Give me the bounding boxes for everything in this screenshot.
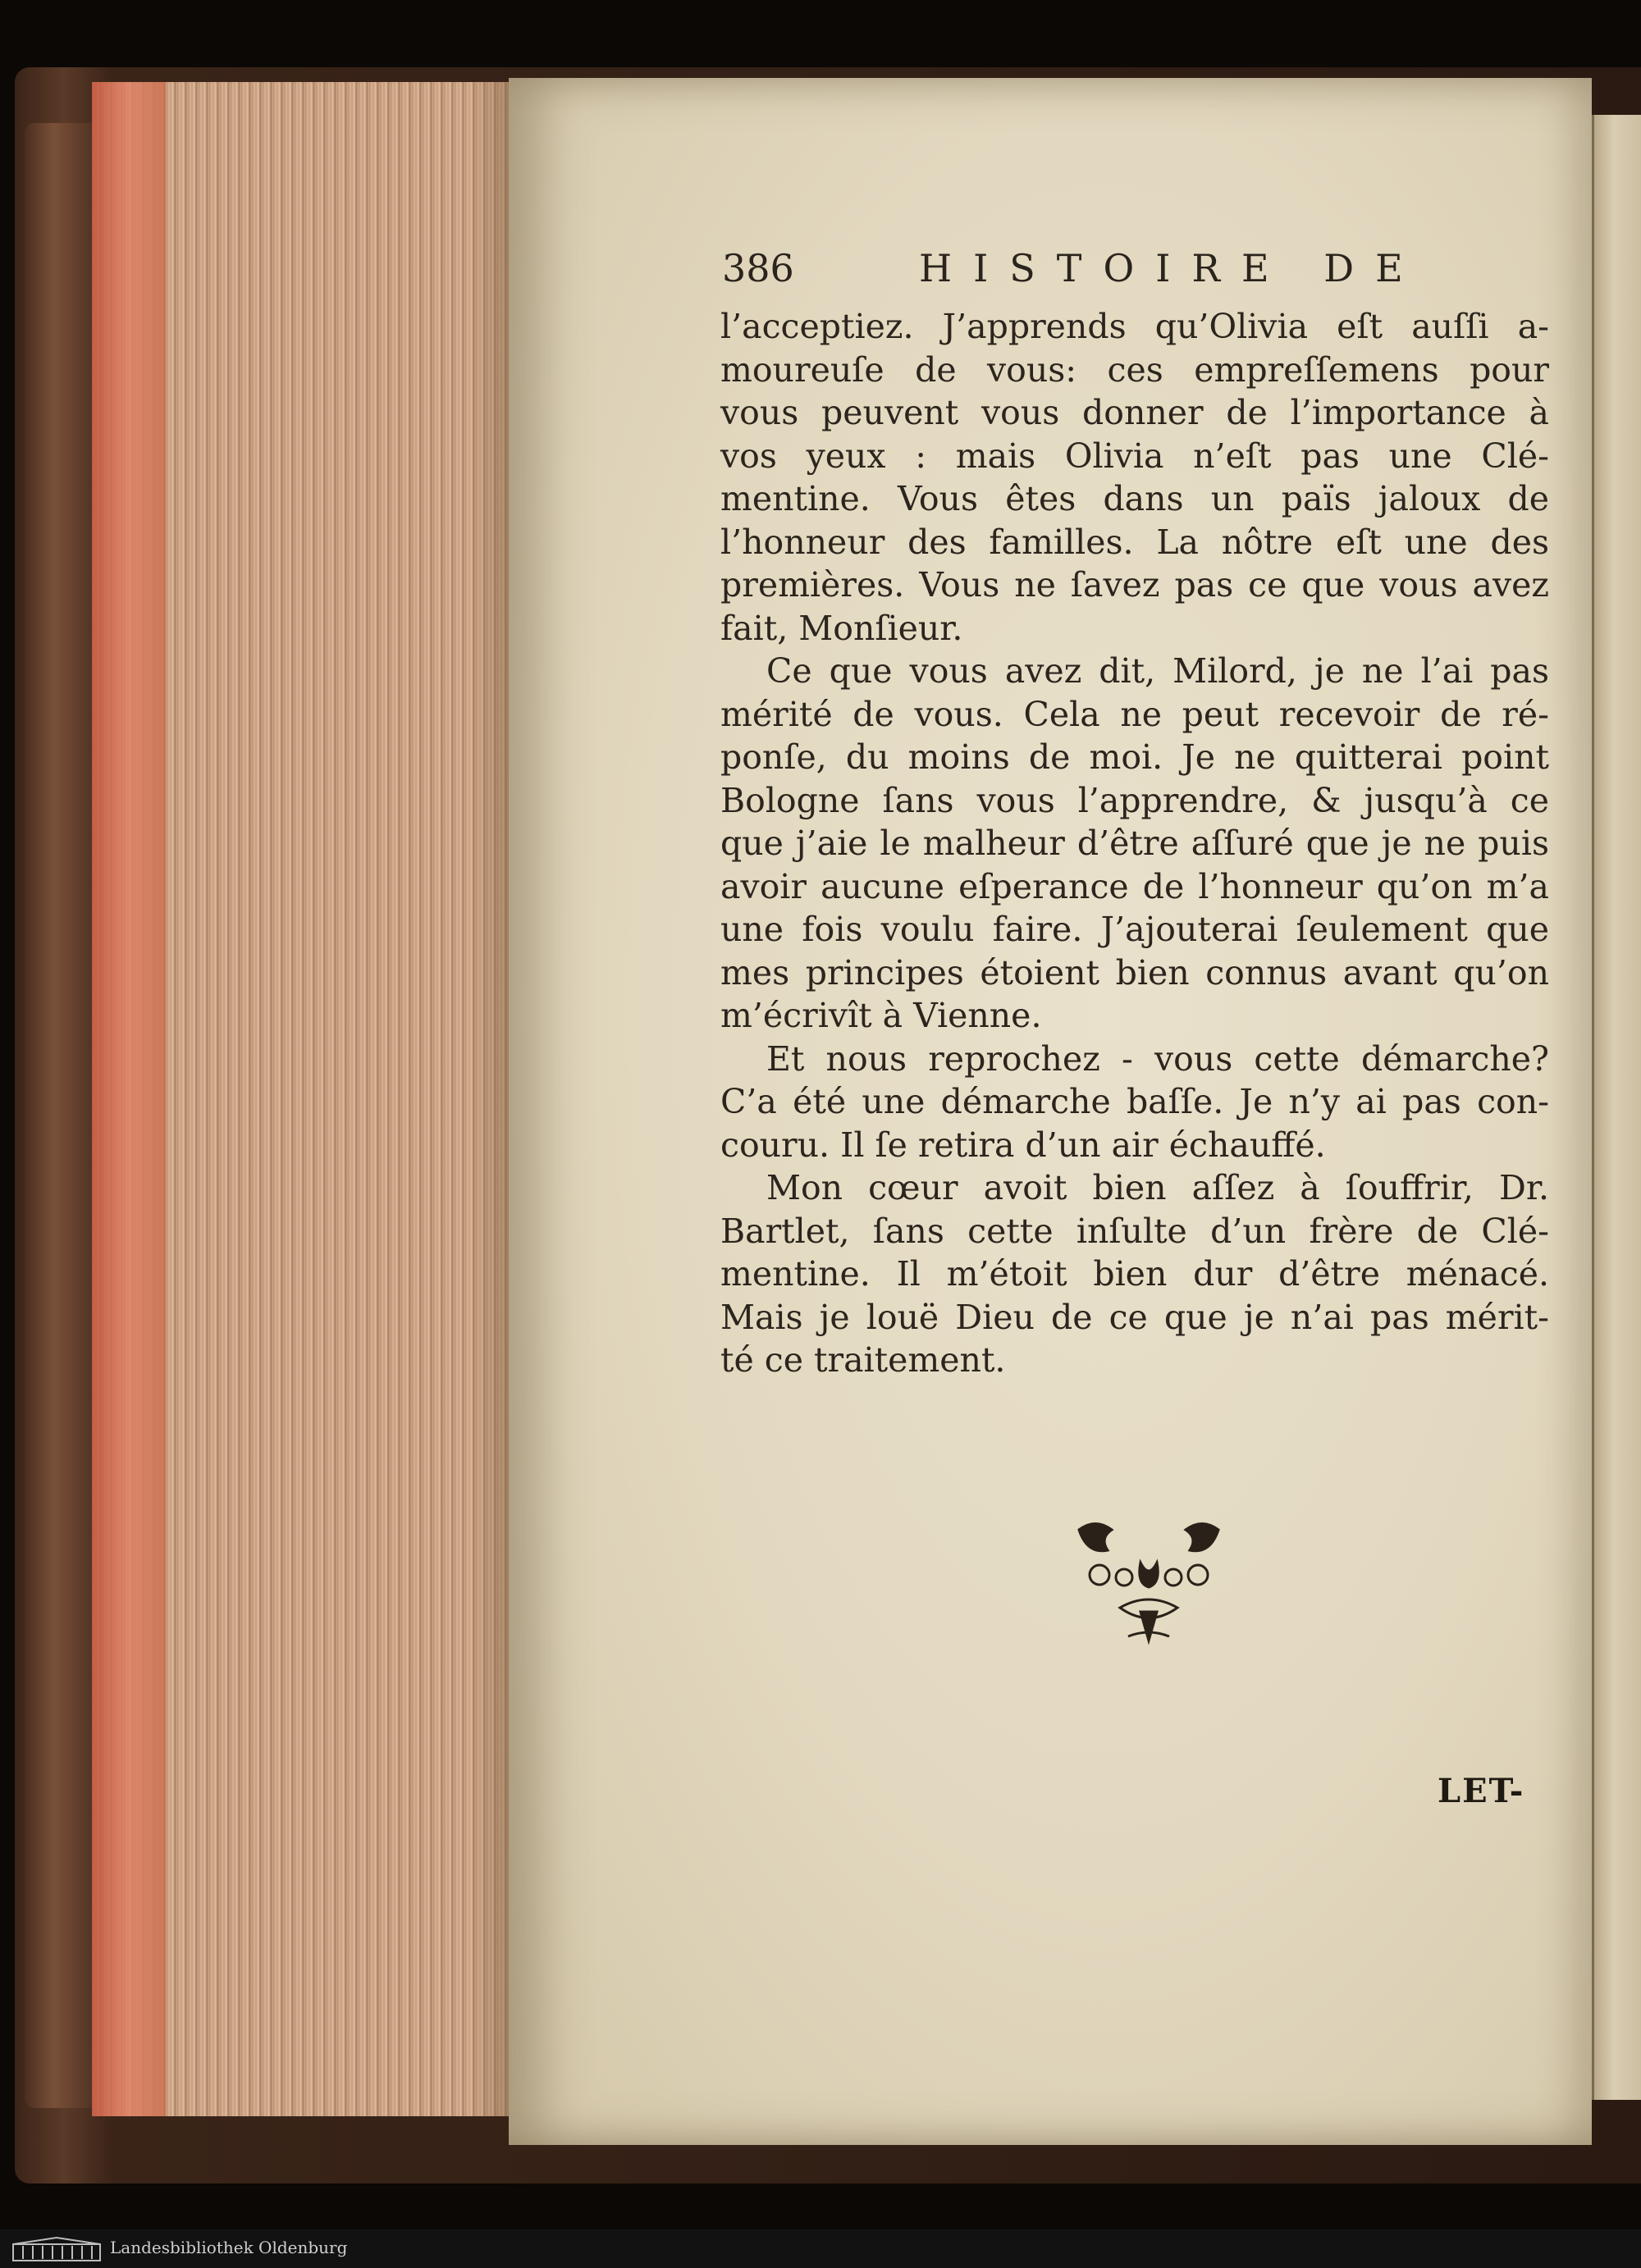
book-spine-edge xyxy=(25,123,98,2108)
text-line: té ce traitement. xyxy=(720,1340,1006,1380)
text-line: Ce que vous avez dit, Milord, je ne l’ai pas xyxy=(766,651,1549,691)
text-line: mes principes étoient bien connus avant qu’on xyxy=(720,952,1549,993)
text-line: couru. Il ſe retira d’un air échauffé. xyxy=(720,1125,1326,1165)
text-line: l’honneur des familles. La nôtre eſt une des xyxy=(720,522,1549,562)
text-line: Bologne ſans vous l’apprendre, & jusqu’à ce xyxy=(720,780,1549,820)
text-line: Mon cœur avoit bien aſſez à ſouffrir, Dr. xyxy=(766,1168,1549,1207)
text-line: premières. Vous ne ſavez pas ce que vous avez xyxy=(720,565,1549,605)
text-line: Et nous reprochez - vous cette démarche? xyxy=(766,1038,1549,1079)
text-line: avoir aucune eſperance de l’honneur qu’on m’a xyxy=(720,866,1549,906)
text-line: ponſe, du moins de moi. Je ne quitterai point xyxy=(720,737,1549,777)
body-text xyxy=(720,305,1549,1382)
catchword: LET- xyxy=(1438,1772,1525,1810)
page-fore-edge xyxy=(92,82,520,2116)
text-line: vous peuvent vous donner de l’importance à xyxy=(720,393,1549,432)
running-title: HISTOIRE DE xyxy=(919,246,1424,290)
text-line: vos yeux : mais Olivia n’eſt pas une Clé- xyxy=(720,436,1549,476)
printers-ornament xyxy=(1063,1513,1235,1653)
footer-bar xyxy=(0,2229,1641,2268)
page-header xyxy=(722,246,1559,295)
text-line: mentine. Il m’étoit bien dur d’être ménacé. xyxy=(720,1254,1549,1294)
library-building-icon xyxy=(11,2236,102,2262)
text-line: Bartlet, ſans cette inſulte d’un frère de Clé- xyxy=(720,1211,1549,1251)
text-line: moureuſe de vous: ces empreſſemens pour xyxy=(720,349,1549,390)
text-line: C’a été une démarche baſſe. Je n’y ai pas con- xyxy=(720,1082,1549,1121)
text-line: que j’aie le malheur d’être aſſuré que je ne puis xyxy=(720,824,1549,863)
text-line: mentine. Vous êtes dans un païs jaloux de xyxy=(720,479,1549,518)
page-number: 386 xyxy=(722,246,794,290)
text-line: m’écrivît à Vienne. xyxy=(720,996,1042,1035)
text-line: Mais je louë Dieu de ce que je n’ai pas mérit- xyxy=(720,1297,1549,1337)
library-name: Landesbibliothek Oldenburg xyxy=(110,2238,348,2257)
text-line: une fois voulu faire. J’ajouterai ſeulement que xyxy=(720,910,1549,949)
text-line: l’acceptiez. J’apprends qu’Olivia eſt auſſi a- xyxy=(720,307,1549,346)
facing-page-edge xyxy=(1592,115,1641,2100)
text-line: mérité de vous. Cela ne peut recevoir de ré- xyxy=(720,694,1549,734)
text-line: fait, Monſieur. xyxy=(720,608,963,648)
